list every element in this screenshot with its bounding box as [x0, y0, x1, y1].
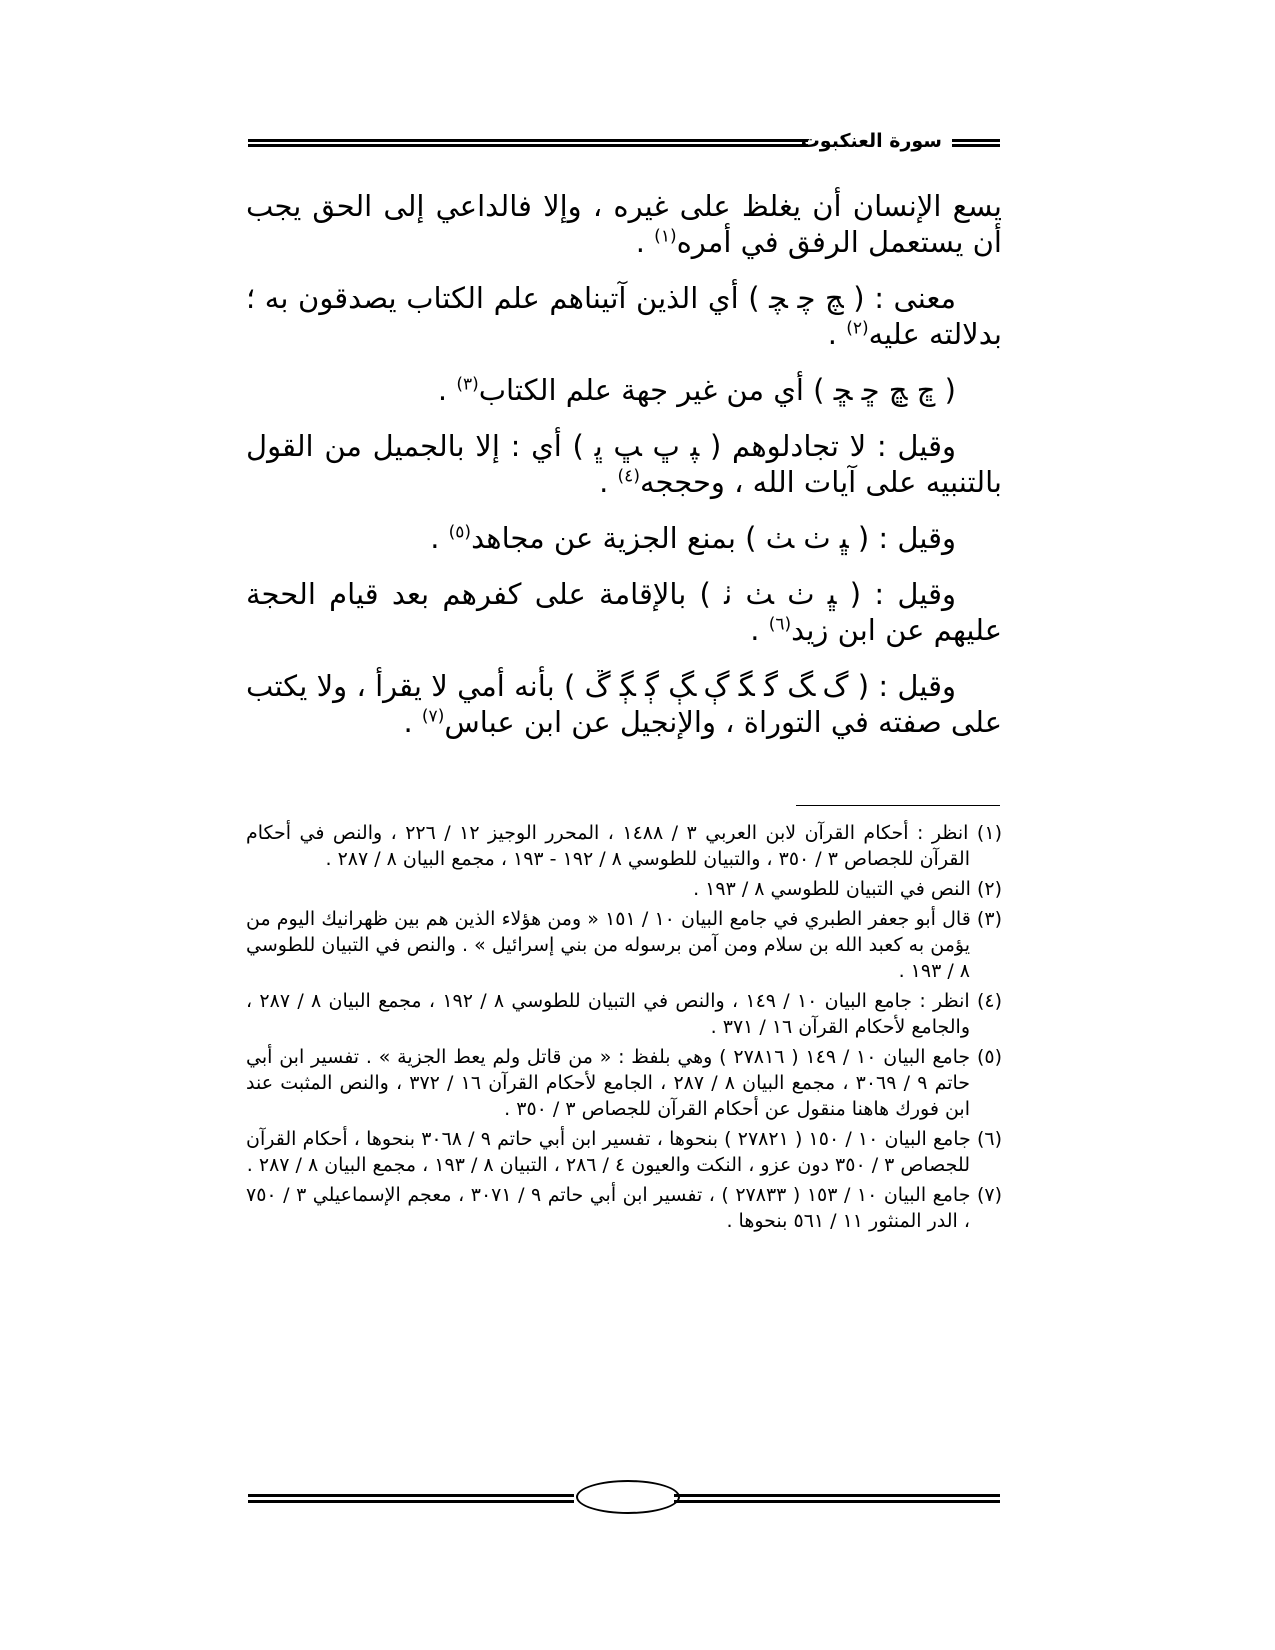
footer-rule-right — [674, 1494, 1000, 1503]
paragraph: وقيل : لا تجادلوهم ( ﭙ ﭚ ﭛ ﭜ ) أي : إلا بالجميل من القول بالتنبيه على آيات الله ، وحججه$^{(٤)}$ . — [246, 429, 1002, 499]
footnote-ref: (٤) — [617, 466, 640, 487]
footnote-ref: (٥) — [448, 522, 472, 543]
footnote-ref: (١) — [654, 226, 677, 247]
paragraph: وقيل : ( ﮒ ﮓ ﮔ ﮕ ﮖ ﮗ ﮘ ﮙ ﮚ ) بأنه أمي لا يقرأ ، ولا يكتب على صفته في التوراة ، والإنجيل عن ابن عباس$^{(٧)}$ . — [246, 669, 1002, 739]
footnote-ref: (٣) — [456, 374, 479, 395]
footnote-separator — [796, 805, 1000, 806]
paragraph: يسع الإنسان أن يغلظ على غيره ، وإلا فالداعي إلى الحق يجب أن يستعمل الرفق في أمره$^{(١)}$ . — [246, 189, 1002, 259]
footnote-2: (٢) النص في التبيان للطوسي ٨ / ١٩٣ . — [693, 878, 1002, 900]
footnote-1: (١) انظر : أحكام القرآن لابن العربي ٣ / ١٤٨٨ ، المحرر الوجيز ١٢ / ٢٢٦ ، والنص في أحكام القرآن للجصاص ٣ / ٣٥٠ ، والتبيان للطوسي ٨ / ١٩٢ - ١٩٣ ، مجمع البيان ٨ / ٢٨٧ . — [246, 822, 1002, 870]
surah-title: سورة العنكبوت — [800, 130, 942, 152]
page-footer — [248, 1480, 1000, 1520]
page-number-oval — [576, 1480, 680, 1514]
footnote-7: (٧) جامع البيان ١٠ / ١٥٣ ( ٢٧٨٣٣ ) ، تفسير ابن أبي حاتم ٩ / ٣٠٧١ ، معجم الإسماعيلي ٣ / ٧٥٠ ، الدر المنثور ١١ / ٥٦١ بنحوها . — [246, 1184, 1003, 1232]
header-rule-short — [952, 139, 1000, 147]
header-rule-long — [248, 139, 808, 147]
footnote-4: (٤) انظر : جامع البيان ١٠ / ١٤٩ ، والنص في التبيان للطوسي ٨ / ١٩٢ ، مجمع البيان ٨ / ٢٨٧ ، والجامع لأحكام القرآن ١٦ / ٣٧١ . — [246, 990, 1002, 1038]
footnote-5: (٥) جامع البيان ١٠ / ١٤٩ ( ٢٧٨١٦ ) وهي بلفظ : « من قاتل ولم يعط الجزية » . تفسير ابن أبي حاتم ٩ / ٣٠٦٩ ، مجمع البيان ٨ / ٢٨٧ ، الجامع لأحكام القرآن ١٦ / ٣٧٢ ، والنص المثبت عند ابن فورك هاهنا منقول عن أحكام القرآن للجصاص ٣ / ٣٥٠ . — [246, 1046, 1003, 1120]
footnote-ref: (٦) — [768, 614, 792, 635]
page-header — [248, 126, 1000, 166]
footnote-3: (٣) قال أبو جعفر الطبري في جامع البيان ١٠ / ١٥١ « ومن هؤلاء الذين هم بين ظهرانيك اليوم من يؤمن به كعبد الله بن سلام ومن آمن برسوله من بني إسرائيل » . والنص في التبيان للطوسي ٨ / ١٩٣ . — [246, 908, 1002, 982]
paragraph: وقيل : ( ﭝ ﭞ ﭟ ﭠ ) بالإقامة على كفرهم بعد قيام الحجة عليهم عن ابن زيد$^{(٦)}$ . — [246, 577, 1002, 647]
footnotes — [246, 820, 1002, 1238]
footnote-ref: (٧) — [421, 706, 445, 727]
footnote-6: (٦) جامع البيان ١٠ / ١٥٠ ( ٢٧٨٢١ ) بنحوها ، تفسير ابن أبي حاتم ٩ / ٣٠٦٨ بنحوها ، أحكام القرآن للجصاص ٣ / ٣٥٠ دون عزو ، النكت والعيون ٤ / ٢٨٦ ، التبيان ٨ / ١٩٣ ، مجمع البيان ٨ / ٢٨٧ . — [246, 1128, 1003, 1176]
paragraph: وقيل : ( ﭝ ﭞ ﭟ ) بمنع الجزية عن مجاهد$^{(٥)}$ . — [430, 521, 956, 555]
footer-rule-left — [248, 1494, 574, 1503]
paragraph: ( ﭾ ﭿ ﮀ ﮁ ) أي من غير جهة علم الكتاب$^{(٣)}$ . — [437, 373, 956, 407]
main-text — [246, 188, 1002, 760]
footnote-ref: (٢) — [846, 318, 869, 339]
paragraph: معنى : ( ﭻ ﭼ ﭽ ) أي الذين آتيناهم علم الكتاب يصدقون به ؛ بدلالته عليه$^{(٢)}$ . — [246, 281, 1002, 351]
